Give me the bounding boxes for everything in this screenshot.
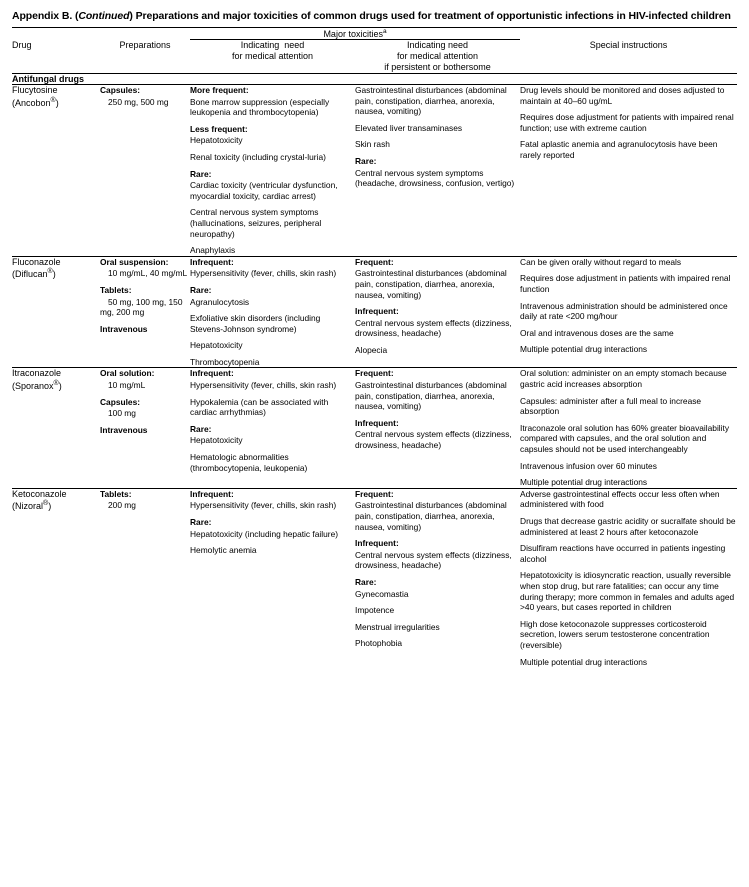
tox-group: Infrequent: Central nervous system effects (dizziness, drowsiness, headache) Alopecia: [355, 306, 520, 355]
prep-item: Oral suspension: 10 mg/mL, 40 mg/mL: [100, 256, 188, 279]
special-item: Disulfiram reactions have occurred in patients ingesting alcohol: [520, 543, 726, 564]
tox-item: Cardiac toxicity (ventricular dysfunction, myocardial toxicity, cardiac arrest): [190, 180, 338, 201]
special-item: Adverse gastrointestinal effects occur less often when administered with food: [520, 488, 720, 510]
cell-drug: [12, 256, 100, 368]
header-tox-persistent-l2: for medical attention: [396, 51, 479, 61]
cell-special: [520, 85, 737, 257]
header-tox-need: [190, 40, 355, 74]
tox-item: Gastrointestinal disturbances (abdominal pain, constipation, diarrhea, anorexia, nausea, vomiting): [355, 85, 507, 117]
prep-text: 250 mg, 500 mg: [108, 96, 169, 107]
cell-tox-persistent: [355, 256, 520, 368]
drug-name: Fluconazole: [12, 256, 61, 267]
header-tox-need-l1: Indicating need: [240, 40, 305, 50]
tox-item: Elevated liver transaminases: [355, 122, 463, 133]
tox-item: Bone marrow suppression (especially leukopenia and thrombocytopenia): [190, 96, 330, 118]
tox-item: Anaphylaxis: [190, 245, 236, 256]
special-item: Drug levels should be monitored and doses adjusted to maintain at 40–60 ug/mL: [520, 85, 725, 106]
header-major-toxicities: [190, 28, 520, 40]
cell-tox-persistent: [355, 368, 520, 488]
cell-preparations: [100, 256, 190, 368]
prep-item: Oral solution: 10 mg/mL: [100, 368, 155, 391]
title-prefix: Appendix B. (: [12, 10, 79, 22]
tox-item: Agranulocytosis: [190, 296, 250, 307]
header-tox-persistent: [355, 40, 520, 74]
tox-item: Gastrointestinal disturbances (abdominal pain, constipation, diarrhea, anorexia, nausea, vomiting): [355, 380, 507, 412]
tox-item: Central nervous system effects (dizziness, drowsiness, headache): [355, 317, 512, 339]
special-item: High dose ketoconazole suppresses corticosteroid secretion, lowers serum testosterone concentration (reversible): [520, 618, 710, 650]
cell-tox-persistent: [355, 85, 520, 257]
tox-group: Rare: Central nervous system symptoms (headache, drowsiness, confusion, vertigo): [355, 156, 520, 189]
header-special-instructions: Special instructions: [520, 40, 737, 74]
tox-item: Central nervous system symptoms (hallucinations, seizures, peripheral neuropathy): [190, 207, 322, 239]
cell-preparations: [100, 85, 190, 257]
special-item: Oral and intravenous doses are the same: [520, 327, 674, 338]
special-item: Multiple potential drug interactions: [520, 656, 648, 667]
table-row: [12, 85, 737, 257]
tox-group: Rare: Gynecomastia Impotence Menstrual irregularities Photophobia: [355, 577, 520, 649]
tox-group: Less frequent: Hepatotoxicity Renal toxicity (including crystal-luria): [190, 124, 355, 163]
tox-group: Infrequent: Central nervous system effects (dizziness, drowsiness, headache): [355, 538, 520, 571]
tox-group: Infrequent: Hypersensitivity (fever, chills, skin rash): [190, 257, 355, 279]
special-item: Requires dose adjustment for patients with impaired renal function; use with extreme caution: [520, 112, 734, 133]
tox-item: Hematologic abnormalities (thrombocytopenia, leukopenia): [190, 452, 308, 473]
special-item: Intravenous administration should be administered once daily at rate <200 mg/hour: [520, 300, 728, 322]
tox-item: Alopecia: [355, 344, 388, 355]
special-item: Intravenous infusion over 60 minutes: [520, 460, 657, 471]
cell-special: [520, 256, 737, 368]
special-item: Multiple potential drug interactions: [520, 344, 648, 355]
tox-item: Skin rash: [355, 139, 390, 150]
footnote-marker: a: [382, 28, 387, 35]
tox-item: Hypokalemia (can be associated with cardiac arrhythmias): [190, 396, 329, 418]
title-continued: Continued: [78, 10, 130, 22]
drug-brand: (Diflucan®): [12, 268, 56, 280]
cell-tox-need: [190, 488, 355, 667]
tox-item: Thrombocytopenia: [190, 356, 260, 367]
tox-item: Photophobia: [355, 638, 403, 649]
cell-drug: [12, 488, 100, 667]
prep-item: Intravenous: [100, 323, 148, 334]
tox-item: Renal toxicity (including crystal-luria): [190, 151, 326, 162]
cell-drug: [12, 368, 100, 488]
appendix-table: [12, 28, 737, 667]
table-row: [12, 488, 737, 667]
header-columns-row: [12, 40, 737, 74]
tox-group: More frequent: Bone marrow suppression (especially leukopenia and thrombocytopenia): [190, 85, 355, 118]
header-drug: Drug: [12, 40, 100, 74]
tox-item: Hepatotoxicity: [190, 435, 243, 446]
tox-group: Frequent: Gastrointestinal disturbances (abdominal pain, constipation, diarrhea, anorexia, nausea, vomiting): [355, 257, 520, 300]
tox-group: Frequent: Gastrointestinal disturbances (abdominal pain, constipation, diarrhea, anorexia, nausea, vomiting): [355, 489, 520, 532]
tox-item: Hepatotoxicity: [190, 135, 243, 146]
cell-tox-persistent: [355, 488, 520, 667]
tox-group: Rare: Cardiac toxicity (ventricular dysfunction, myocardial toxicity, cardiac arrest) Central nervous system symptoms (hallucinations, seizures, peripheral neuropathy) Anaphylaxis: [190, 169, 355, 256]
special-item: Multiple potential drug interactions: [520, 477, 648, 488]
header-tox-need-l2: for medical attention: [231, 51, 314, 61]
tox-group: Infrequent: Central nervous system effects (dizziness, drowsiness, headache): [355, 418, 520, 451]
special-item: Itraconazole oral solution has 60% greater bioavailability compared with capsules, and the oral solution and capsules should not be used interchangeably: [520, 422, 730, 455]
special-item: Fatal aplastic anemia and agranulocytosis have been rarely reported: [520, 139, 718, 160]
tox-item: Hepatotoxicity (including hepatic failure): [190, 528, 339, 539]
cell-tox-need: [190, 256, 355, 368]
header-preparations: Preparations: [100, 40, 190, 74]
page-title: [12, 10, 737, 23]
cell-preparations: [100, 368, 190, 488]
header-major-toxicities-label: Major toxicities: [323, 29, 383, 39]
cell-tox-need: [190, 85, 355, 257]
title-suffix: ) Preparations and major toxicities of common drugs used for treatment of opportunistic infections in HIV-infected children: [129, 10, 731, 22]
prep-item: Intravenous: [100, 424, 148, 435]
drug-name: Itraconazole: [12, 368, 62, 379]
cell-preparations: [100, 488, 190, 667]
header-tox-persistent-l3: if persistent or bothersome: [384, 62, 491, 72]
special-item: Oral solution: administer on an empty stomach because gastric acid increases absorption: [520, 368, 727, 390]
tox-item: Gastrointestinal disturbances (abdominal pain, constipation, diarrhea, anorexia, nausea, vomiting): [355, 268, 507, 300]
tox-group: Rare: Hepatotoxicity (including hepatic failure) Hemolytic anemia: [190, 517, 355, 556]
prep-item: Tablets: 200 mg: [100, 488, 136, 511]
tox-item: Central nervous system effects (dizziness, drowsiness, headache): [355, 549, 512, 571]
tox-group: Rare: Agranulocytosis Exfoliative skin disorders (including Stevens-Johnson syndrome) Hepatotoxicity Thrombocytopenia: [190, 285, 355, 368]
prep-label: Capsules:: [100, 85, 141, 95]
drug-name: Flucytosine: [12, 85, 58, 95]
cell-special: [520, 488, 737, 667]
prep-item: [100, 85, 190, 107]
table-row: [12, 256, 737, 368]
tox-item: Gynecomastia: [355, 588, 409, 599]
table-row: [12, 368, 737, 488]
cell-special: [520, 368, 737, 488]
special-item: Can be given orally without regard to meals: [520, 256, 682, 267]
prep-item: Tablets: 50 mg, 100 mg, 150 mg, 200 mg: [100, 284, 183, 318]
tox-group: Infrequent: Hypersensitivity (fever, chills, skin rash): [190, 489, 355, 511]
special-item: Requires dose adjustment in patients with impaired renal function: [520, 273, 731, 294]
drug-brand: (Sporanox®): [12, 380, 62, 392]
tox-item: Hemolytic anemia: [190, 545, 257, 556]
drug-brand: (Ancobon®): [12, 96, 59, 108]
special-item: Capsules: administer after a full meal to increase absorption: [520, 395, 702, 417]
section-header-antifungal: [12, 74, 737, 85]
section-label: Antifungal drugs: [12, 74, 737, 85]
tox-item: Menstrual irregularities: [355, 621, 440, 632]
drug-name: Ketoconazole: [12, 488, 67, 499]
header-tox-persistent-l1: Indicating need: [406, 40, 469, 50]
tox-item: Exfoliative skin disorders (including Stevens-Johnson syndrome): [190, 313, 321, 334]
prep-item: Capsules: 100 mg: [100, 396, 141, 419]
tox-item: Hypersensitivity (fever, chills, skin rash): [190, 268, 337, 279]
tox-item: Hypersensitivity (fever, chills, skin rash): [190, 500, 337, 511]
special-item: Hepatotoxicity is idiosyncratic reaction, usually reversible when stop drug, but rare fatalities; can occur any time during therapy; more common in females and adults aged >40 years, but cases reported in children: [520, 570, 735, 613]
tox-item: Central nervous system symptoms (headache, drowsiness, confusion, vertigo): [355, 167, 515, 189]
tox-item: Gastrointestinal disturbances (abdominal pain, constipation, diarrhea, anorexia, nausea, vomiting): [355, 500, 507, 532]
special-item: Drugs that decrease gastric acidity or sucralfate should be administered at least 2 hours after ketoconazole: [520, 516, 736, 537]
tox-group: Frequent: Gastrointestinal disturbances (abdominal pain, constipation, diarrhea, anorexia, nausea, vomiting): [355, 368, 520, 411]
tox-item: Impotence: [355, 605, 395, 616]
tox-group: Infrequent: Hypersensitivity (fever, chills, skin rash) Hypokalemia (can be associated with cardiac arrhythmias): [190, 368, 355, 417]
tox-item: Hepatotoxicity: [190, 340, 243, 351]
header-majortox-row: [12, 28, 737, 40]
cell-drug: [12, 85, 100, 257]
tox-item: Hypersensitivity (fever, chills, skin rash): [190, 380, 337, 391]
tox-group: Rare: Hepatotoxicity Hematologic abnormalities (thrombocytopenia, leukopenia): [190, 424, 355, 473]
cell-tox-need: [190, 368, 355, 488]
drug-brand: (Nizoral®): [12, 500, 52, 512]
tox-item: Central nervous system effects (dizziness, drowsiness, headache): [355, 429, 512, 451]
